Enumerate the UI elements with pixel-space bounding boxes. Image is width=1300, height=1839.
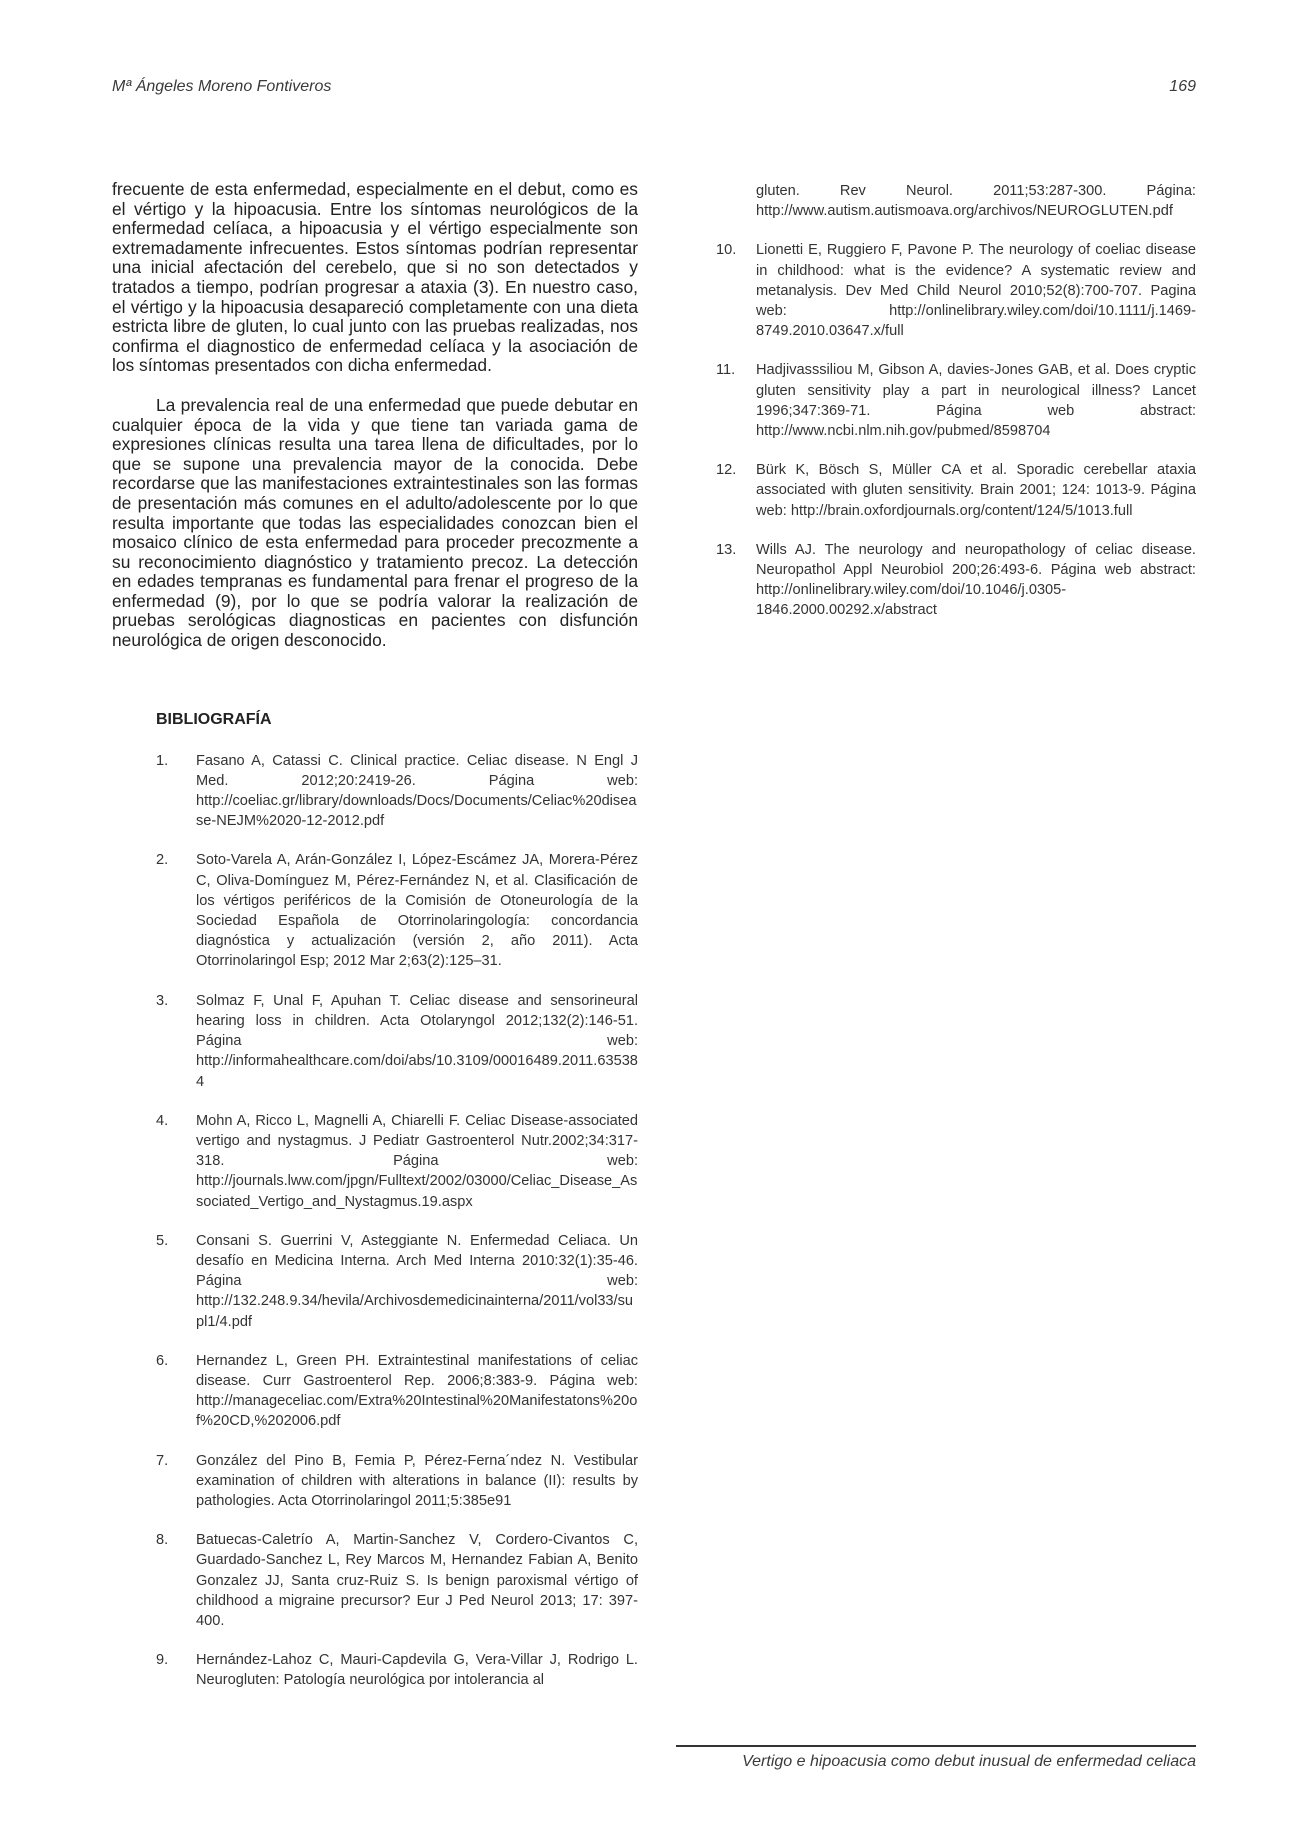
reference-item [112,1650,638,1690]
reference-text: gluten. Rev Neurol. 2011;53:287-300. Página: http://www.autism.autismoava.org/archivos/NEUROGLUTEN.pdf [756,183,1196,220]
body-paragraph-1: frecuente de esta enfermedad, especialmente en el debut, como es el vértigo y la hipoacusia. Entre los síntomas neurológicos de la enfermedad celíaca, a hipoacusia y el vértigo especialmente son extremadamente infrecuentes. Estos síntomas podrían representar una inicial afectación del cerebelo, que si no son detectados y tratados a tiempo, podrían progresar a ataxia (3). En nuestro caso, el vértigo y la hipoacusia desapareció completamente con una dieta estricta libre de gluten, lo cual junto con las pruebas realizadas, nos confirma el diagnostico de enfermedad celíaca y la asociación de los síntomas presentados con dicha enfermedad. [112,179,638,376]
reference-number: 13. [716,541,737,558]
reference-text: Fasano A, Catassi C. Clinical practice. Celiac disease. N Engl J Med. 2012;20:2419-26. Página web: http://coeliac.gr/library/downloads/Docs/Documents/Celiac%20disease-NEJM%2020-12-2012.pdf [196,752,638,830]
reference-item [716,540,1196,621]
reference-number: 6. [156,1352,169,1369]
reference-text: Soto-Varela A, Arán-González I, López-Escámez JA, Morera-Pérez C, Oliva-Domínguez M, Pérez-Fernández N, et al. Clasificación de los vértigos periféricos de la Comisión de Otoneurología de la Sociedad Española de Otorrinolaringología: concordancia diagnóstica y actualización (versión 2, año 2011). Acta Otorrinolaringol Esp; 2012 Mar 2;63(2):125–31. [196,852,638,970]
reference-number: 7. [156,1452,169,1469]
reference-item [716,240,1196,341]
bibliography-heading: BIBLIOGRAFÍA [156,710,272,728]
reference-text: González del Pino B, Femia P, Pérez-Ferna´ndez N. Vestibular examination of children with alterations in balance (II): results by pathologies. Acta Otorrinolaringol 2011;5:385e91 [196,1452,638,1509]
reference-item [112,991,638,1092]
reference-item [112,850,638,971]
reference-text: Bürk K, Bösch S, Müller CA et al. Sporadic cerebellar ataxia associated with gluten sensitivity. Brain 2001; 124: 1013-9. Página web: http://brain.oxfordjournals.org/content/124/5/1013.full [756,462,1196,519]
reference-number: 8. [156,1532,169,1549]
reference-number: 10. [716,242,737,259]
reference-text: Hadjivasssiliou M, Gibson A, davies-Jones GAB, et al. Does cryptic gluten sensitivity play a part in neurological illness? Lancet 1996;347:369-71. Página web abstract: http://www.ncbi.nlm.nih.gov/pubmed/8598704 [756,362,1196,440]
reference-number: 12. [716,462,737,479]
reference-text: Hernandez L, Green PH. Extraintestinal manifestations of celiac disease. Curr Gastroenterol Rep. 2006;8:383-9. Página web: http://manageceliac.com/Extra%20Intestinal%20Manifestatons%20of%20CD,%202006.pdf [196,1352,638,1430]
running-title: Vertigo e hipoacusia como debut inusual de enfermedad celiaca [742,1753,1196,1770]
left-column [112,180,638,1710]
reference-number: 4. [156,1112,169,1129]
reference-text: Solmaz F, Unal F, Apuhan T. Celiac disease and sensorineural hearing loss in children. Acta Otolaryngol 2012;132(2):146-51. Página web: http://informahealthcare.com/doi/abs/10.3109/00016489.2011.635384 [196,992,638,1090]
footer-divider [676,1745,1196,1747]
reference-item [112,1351,638,1432]
reference-item [112,1231,638,1332]
reference-number: 3. [156,992,169,1009]
reference-list-right [716,181,1196,621]
reference-number: 2. [156,852,169,869]
body-paragraph-2: La prevalencia real de una enfermedad que puede debutar en cualquier época de la vida y que tiene tan variada gama de expresiones clínicas resulta una tarea llena de dificultades, por lo que se supone una prevalencia mayor de la conocida. Debe recordarse que las manifestaciones extraintestinales son las formas de presentación más comunes en el adulto/adolescente por lo que resulta importante que todas las especialidades conozcan bien el mosaico clínico de esta enfermedad para proceder precozmente a su reconocimiento diagnóstico y tratamiento precoz. La detección en edades tempranas es fundamental para frenar el progreso de la enfermedad (9), por lo que se podría valorar la realización de pruebas serológicas diagnosticas en pacientes con disfunción neurológica de origen desconocido. [112,394,638,651]
reference-text: Batuecas-Caletrío A, Martin-Sanchez V, Cordero-Civantos C, Guardado-Sanchez L, Rey Marcos M, Hernandez Fabian A, Benito Gonzalez JJ, Santa cruz-Ruiz S. Is benign paroxismal vértigo of childhood a migraine precursor? Eur J Ped Neurol 2013; 17: 397-400. [196,1532,638,1629]
running-author: Mª Ángeles Moreno Fontiveros [112,78,332,95]
reference-number: 11. [716,362,736,379]
reference-number: 5. [156,1232,169,1249]
reference-item [716,460,1196,521]
reference-item [716,360,1196,441]
reference-text: Hernández-Lahoz C, Mauri-Capdevila G, Vera-Villar J, Rodrigo L. Neurogluten: Patología neurológica por intolerancia al [196,1652,638,1689]
right-column [716,181,1196,640]
page-header [112,78,1196,96]
reference-number: 1. [156,752,169,769]
reference-text: Lionetti E, Ruggiero F, Pavone P. The neurology of coeliac disease in childhood: what is the evidence? A systematic review and metanalysis. Dev Med Child Neurol 2010;52(8):700-707. Pagina web: http://onlinelibrary.wiley.com/doi/10.1111/j.1469-8749.2010.03647.x/full [756,242,1196,340]
reference-item [112,751,638,832]
page-number: 169 [1169,78,1196,95]
reference-list-left [112,751,638,1691]
reference-number: 9. [156,1652,169,1669]
reference-continuation [716,181,1196,221]
reference-text: Mohn A, Ricco L, Magnelli A, Chiarelli F. Celiac Disease-associated vertigo and nystagmus. J Pediatr Gastroenterol Nutr.2002;34:317-318. Página web: http://journals.lww.com/jpgn/Fulltext/2002/03000/Celiac_Disease_Associated_Vertigo_and_Nystagmus.19.aspx [196,1112,638,1210]
reference-item [112,1451,638,1512]
reference-text: Wills AJ. The neurology and neuropathology of celiac disease. Neuropathol Appl Neurobiol 200;26:493-6. Página web abstract: http://onlinelibrary.wiley.com/doi/10.1046/j.0305-1846.2000.00292.x/abstract [756,541,1196,619]
reference-item [112,1111,638,1212]
reference-item [112,1530,638,1631]
reference-text: Consani S. Guerrini V, Asteggiante N. Enfermedad Celiaca. Un desafío en Medicina Interna. Arch Med Interna 2010:32(1):35-46. Página web: http://132.248.9.34/hevila/Archivosdemedicinainterna/2011/vol33/supl1/4.pdf [196,1232,638,1330]
